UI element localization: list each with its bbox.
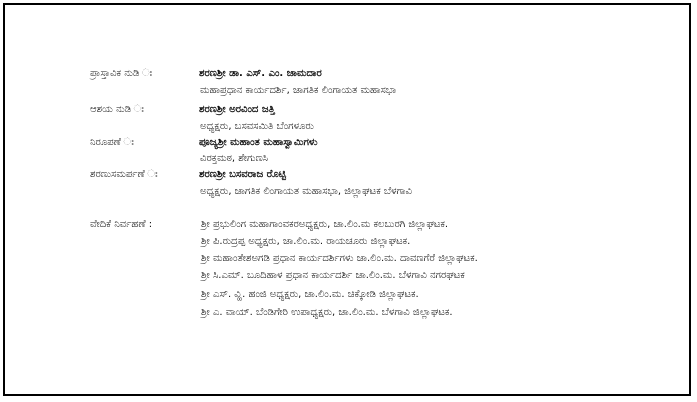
vote-of-thanks-label: ಶರಣುಸಮರ್ಪಣೆ ಃ [90,169,158,180]
theme-speech-label: ಆಶಯ ನುಡಿ ಃ [90,104,144,115]
theme-speech-name: ಶರಣಶ್ರೀ ಅರವಿಂದ ಜತ್ತಿ [199,104,275,115]
stage-line: ಶ್ರೀ ಮಹಾಂತೇಶಅಗಡಿ ಪ್ರಧಾನ ಕಾರ್ಯದರ್ಶಿಗಳು ಜಾ.ಲಿಂ.ಮ. ದಾವಣಗೆರೆ ಜಿಲ್ಲಾಘಟಕ. [201,253,478,264]
stage-line: ಶ್ರೀ ಎಸ್. ವ್ಹಿ. ಹಂಜಿ ಅಧ್ಯಕ್ಷರು, ಜಾ.ಲಿಂ.ಮ. ಚಿಕ್ಕೋಡಿ ಜಿಲ್ಲಾಘಟಕ. [201,289,419,300]
theme-speech-designation: ಅಧ್ಯಕ್ಷರು, ಬಸವಸಮಿತಿ ಬೆಂಗಳೂರು [200,121,314,132]
stage-line: ಶ್ರೀ ಎ. ವಾಯ್. ಬೆಂಡಿಗೇರಿ ಉಪಾಧ್ಯಕ್ಷರು, ಜಾ.ಲಿಂ.ಮ. ಬೆಳಗಾವಿ ಜಿಲ್ಲಾಘಟಕ. [201,307,453,318]
page-border [3,3,691,396]
stage-line: ಶ್ರೀ ಸಿ.ಎಮ್. ಬೂದಿಹಾಳ ಪ್ರಧಾನ ಕಾರ್ಯದರ್ಶಿ ಜಾ.ಲಿಂ.ಮ. ಬೆಳಗಾವಿ ನಗರಘಟಕ [201,270,465,281]
intro-speech-designation: ಮಹಾಪ್ರಧಾನ ಕಾರ್ಯದರ್ಶಿ, ಜಾಗತಿಕ ಲಿಂಗಾಯತ ಮಹಾಸಭಾ [200,85,397,96]
vote-of-thanks-designation: ಅಧ್ಯಕ್ಷರು, ಜಾಗತಿಕ ಲಿಂಗಾಯತ ಮಹಾಸಭಾ, ಜಿಲ್ಲಾಘಟಕ ಬೆಳಗಾವಿ [200,186,412,197]
stage-management-label: ವೇದಿಕೆ ನಿರ್ವಹಣೆ : [90,219,153,230]
intro-speech-label: ಪ್ರಾಸ್ತಾವಿಕ ನುಡಿ ಃ [90,68,153,79]
compere-name: ಪೂಜ್ಯಶ್ರೀ ಮಹಾಂತ ಮಹಾಸ್ವಾಮಿಗಳು [199,137,318,148]
vote-of-thanks-name: ಶರಣಶ್ರೀ ಬಸವರಾಜ ರೊಟ್ಟಿ [199,169,286,180]
stage-line: ಶ್ರೀ ಪ್ರಭುಲಿಂಗ ಮಹಾಗಾಂವಕರಅಧ್ಯಕ್ಷರು, ಜಾ.ಲಿಂ.ಮ ಕಲಬುರಗಿ ಜಿಲ್ಲಾಘಟಕ. [201,219,449,230]
compere-designation: ವಿರಕ್ತಮಠ, ಶೇಗುಣಸಿ [200,153,268,164]
stage-line: ಶ್ರೀ ಪಿ.ರುದ್ರಪ್ಪ ಅಧ್ಯಕ್ಷರು, ಜಾ.ಲಿಂ.ಮ. ರಾಯಚೂರು ಜಿಲ್ಲಾಘಟಕ. [201,236,411,247]
compere-label: ನಿರೂಪಣೆ ಃ [90,137,134,148]
intro-speech-name: ಶರಣಶ್ರೀ ಡಾ. ಎಸ್. ಎಂ. ಜಾಮದಾರ [199,68,322,79]
